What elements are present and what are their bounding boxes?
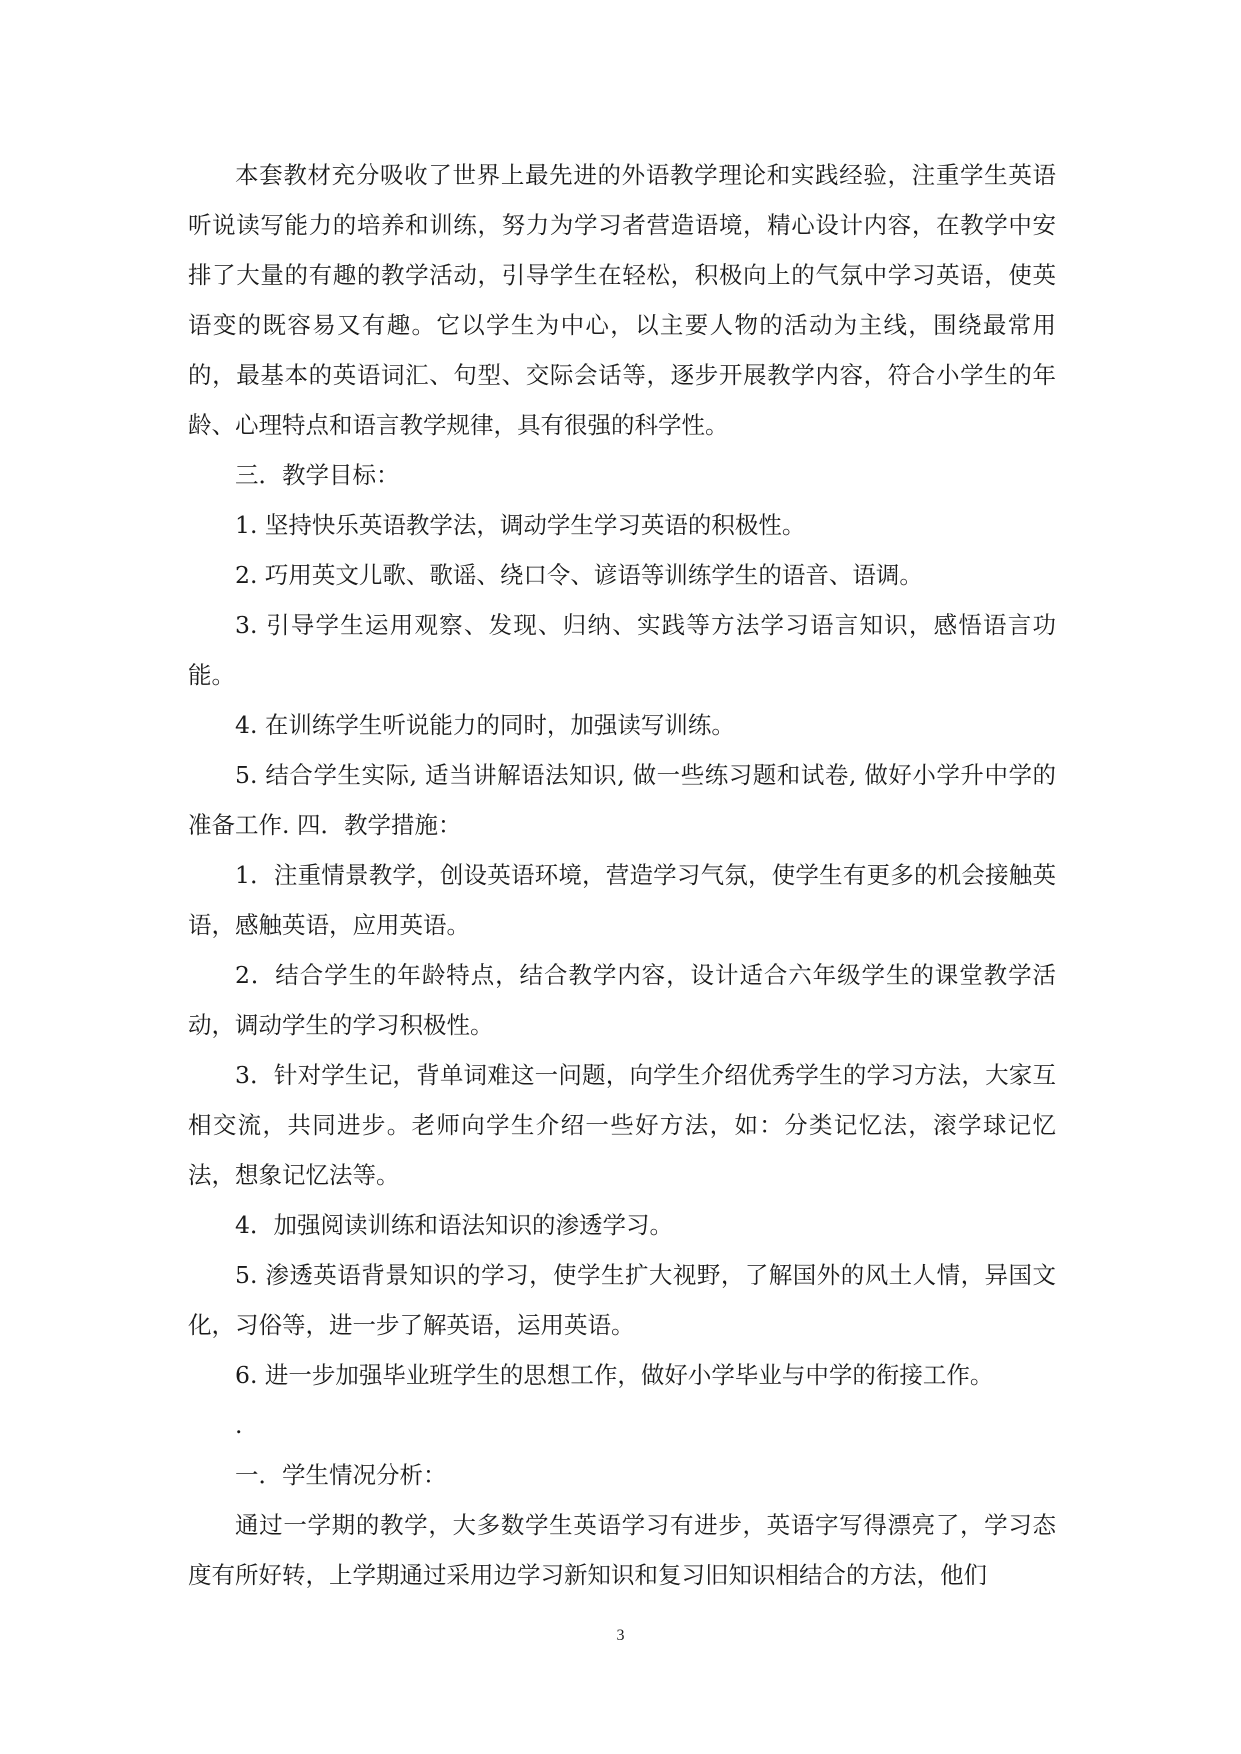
goal-item-3: 3. 引导学生运用观察、发现、归纳、实践等方法学习语言知识，感悟语言功能。 — [188, 611, 1056, 689]
measure-item-1: 1．注重情景教学，创设英语环境，营造学习气氛，使学生有更多的机会接触英语，感触英语，应用英语。 — [188, 861, 1056, 939]
measure-item-4: 4．加强阅读训练和语法知识的渗透学习。 — [235, 1211, 673, 1239]
separator-dot: . — [235, 1411, 243, 1439]
page-number: 3 — [616, 1627, 625, 1644]
goal-item-1: 1. 坚持快乐英语教学法，调动学生学习英语的积极性。 — [235, 511, 806, 539]
heading-teaching-goals: 三．教学目标： — [235, 461, 400, 489]
goal-item-4: 4. 在训练学生听说能力的同时，加强读写训练。 — [235, 711, 735, 739]
paragraph-student-analysis: 通过一学期的教学，大多数学生英语学习有进步，英语字写得漂亮了，学习态度有所好转，上学期通过采用边学习新知识和复习旧知识相结合的方法，他们 — [188, 1511, 1056, 1589]
measure-item-3: 3．针对学生记，背单词难这一问题，向学生介绍优秀学生的学习方法，大家互相交流，共同进步。老师向学生介绍一些好方法，如：分类记忆法，滚学球记忆法，想象记忆法等。 — [188, 1061, 1056, 1189]
measure-item-2: 2．结合学生的年龄特点，结合教学内容，设计适合六年级学生的课堂教学活动，调动学生的学习积极性。 — [188, 961, 1056, 1039]
heading-student-analysis: 一．学生情况分析： — [235, 1461, 447, 1489]
document-body — [188, 150, 1056, 1600]
measure-item-6: 6. 进一步加强毕业班学生的思想工作，做好小学毕业与中学的衔接工作。 — [235, 1361, 994, 1389]
goal-item-2: 2. 巧用英文儿歌、歌谣、绕口令、谚语等训练学生的语音、语调。 — [235, 561, 923, 589]
paragraph-textbook-intro: 本套教材充分吸收了世界上最先进的外语教学理论和实践经验，注重学生英语听说读写能力的培养和训练，努力为学习者营造语境，精心设计内容，在教学中安排了大量的有趣的教学活动，引导学生在轻松，积极向上的气氛中学习英语，使英语变的既容易又有趣。它以学生为中心，以主要人物的活动为主线，围绕最常用的，最基本的英语词汇、句型、交际会话等，逐步开展教学内容，符合小学生的年龄、心理特点和语言教学规律，具有很强的科学性。 — [188, 161, 1056, 439]
goal-item-5: 5. 结合学生实际, 适当讲解语法知识, 做一些练习题和试卷, 做好小学升中学的准备工作. 四．教学措施： — [188, 761, 1056, 839]
measure-item-5: 5. 渗透英语背景知识的学习，使学生扩大视野，了解国外的风土人情，异国文化，习俗等，进一步了解英语，运用英语。 — [188, 1261, 1056, 1339]
